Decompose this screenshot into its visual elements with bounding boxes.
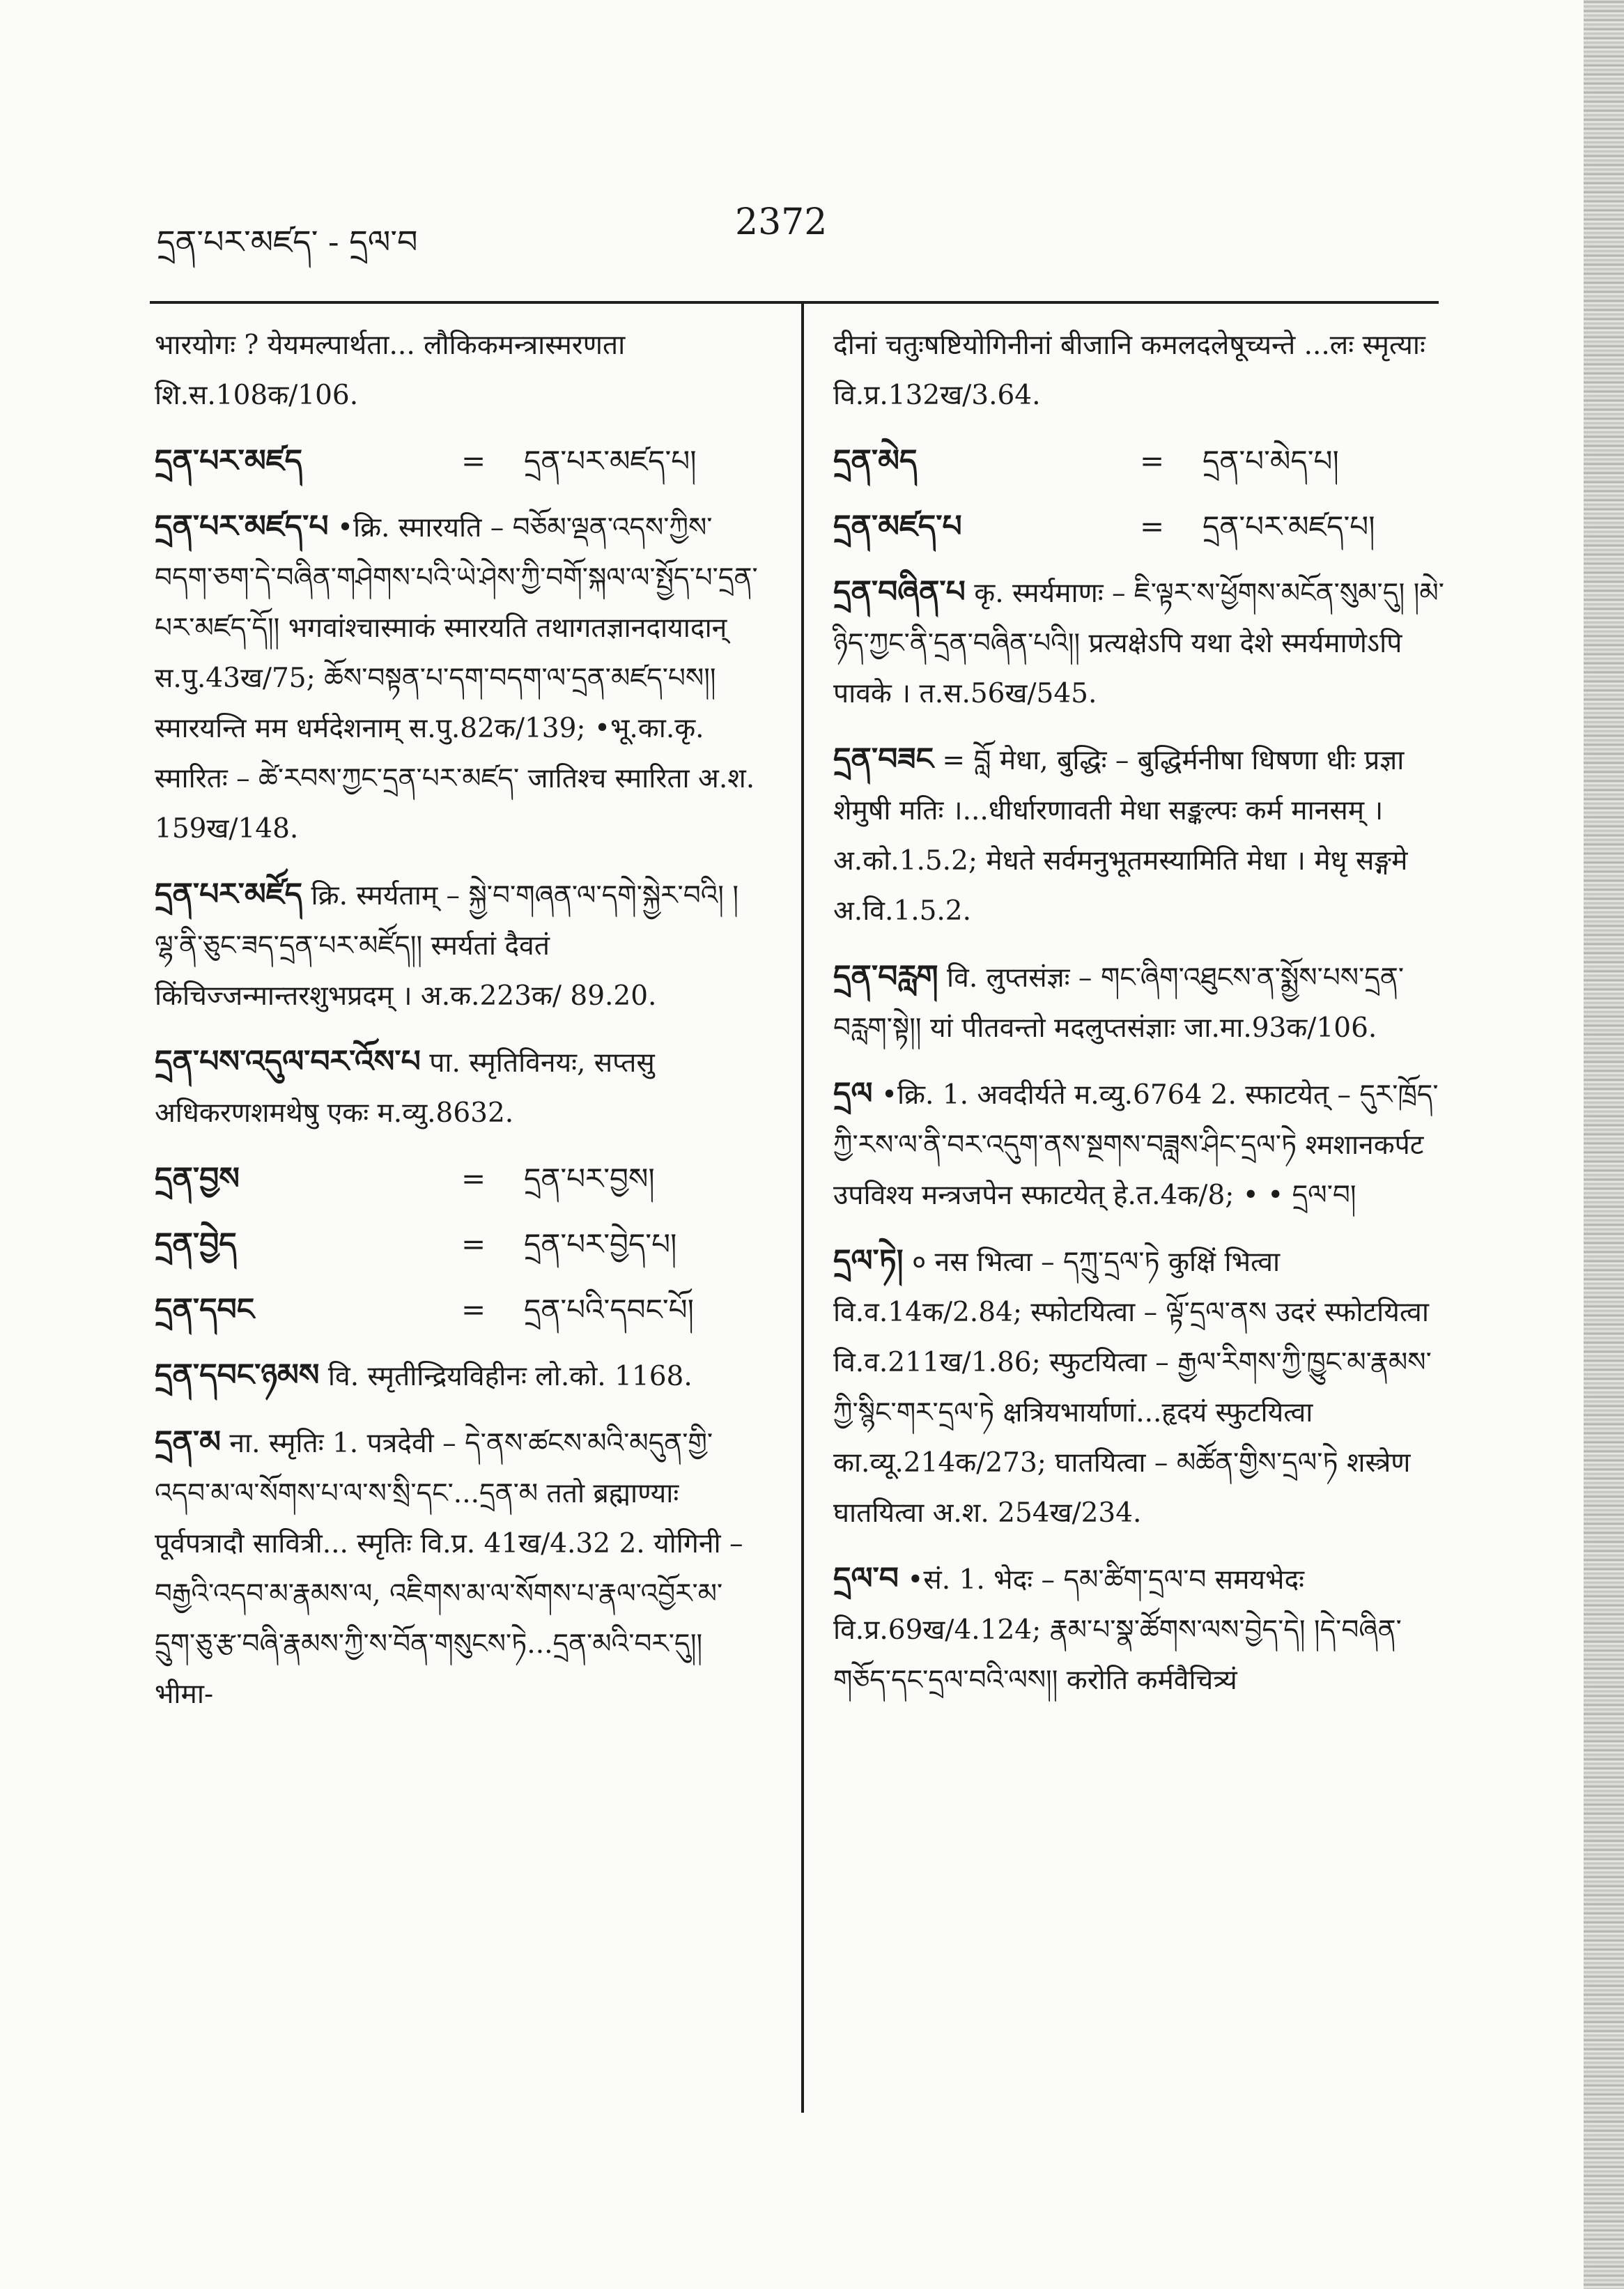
equals-sign: = — [1140, 509, 1165, 544]
dictionary-entry — [155, 1350, 761, 1402]
xref-target: དྲན་པའི་དབང་པོ། — [524, 1293, 694, 1327]
headword: དྲན་བཟང — [833, 741, 934, 777]
dictionary-entry — [155, 1037, 761, 1139]
headword: དྲན་བྱེད — [155, 1226, 237, 1262]
dictionary-entry — [155, 502, 761, 854]
dictionary-entry — [155, 1417, 761, 1720]
headword: དྲལ་བ — [833, 1561, 899, 1596]
xref-target: དྲན་པར་མཛད་པ། — [1202, 509, 1375, 544]
continued-text: दीनां चतुःषष्टियोगिनीनां बीजानि कमलदलेषूच्यन्ते ...लः स्मृत्याः वि.प्र.132ख/3.64. — [833, 330, 1425, 411]
entry-body: क्रि. स्मर्यताम् – སྐྱེ་བ་གཞན་ལ་དགེ་སྐྱེར་བའི། །ལྷ་ནི་ཅུང་ཟད་དྲན་པར་མཛོད།། स्मर्यतां दैवतं किंचिज्जन्मान्तरशुभप्रदम् । अ.क.223क/ 89.20. — [155, 880, 738, 1012]
dictionary-entry — [833, 1069, 1446, 1221]
headword: དྲན་བཞིན་པ — [833, 574, 966, 610]
scan-edge — [1584, 0, 1624, 2289]
headword: དྲན་བརླག — [833, 959, 938, 994]
entry-body: वि. स्मृतीन्द्रियविहीनः लो.को. 1168. — [327, 1361, 693, 1392]
page-number: 2372 — [735, 201, 828, 243]
entry-body: पा. स्मृतिविनयः, सप्तसु अधिकरणशमथेषु एकः म.व्यु.8632. — [155, 1047, 655, 1129]
headword: དྲན་མཛད་པ — [833, 509, 962, 544]
headword: དྲན་པས་འདུལ་བར་འོས་པ — [155, 1044, 421, 1079]
xref-entry — [155, 1154, 761, 1204]
xref-target: དྲན་པར་བྱས། — [524, 1162, 655, 1196]
headword: དྲལ — [833, 1076, 873, 1111]
headword: དྲན་མ — [155, 1424, 221, 1460]
entry-body: कृ. स्मर्यमाणः – ཇི་ལྟར་ས་ཕྱོགས་མངོན་སུམ་དུ། །མེ་ཉིད་ཀྱང་ནི་དྲན་བཞིན་པའི།། प्रत्यक्षेऽपि यथा देशे स्मर्यमाणेऽपि पावके । त.स.56ख/545. — [833, 578, 1444, 709]
xref-target: དྲན་པར་བྱེད་པ། — [524, 1227, 677, 1261]
dictionary-entry — [833, 952, 1446, 1054]
headword: དྲན་དབང་ཉམས — [155, 1357, 320, 1393]
xref-target: དྲན་པ་མེད་པ། — [1202, 444, 1339, 478]
dictionary-entry — [155, 870, 761, 1022]
equals-sign: = — [461, 1227, 486, 1261]
equals-sign: = — [461, 444, 486, 478]
xref-entry — [155, 1285, 761, 1335]
xref-entry — [155, 1219, 761, 1270]
xref-target: དྲན་པར་མཛད་པ། — [524, 444, 697, 478]
entry-body: •क्रि. 1. अवदीर्यते म.व्यु.6764 2. स्फाटयेत् – དུར་ཁྲོད་ཀྱི་རས་ལ་ནི་བར་འདུག་ནས་སྔགས་བཟླས་ཤིང་དྲལ་ཏེ श्मशानकर्पट उपविश्य मन्त्रजपेन स्फाटयेत् हे.त.4क/8; • • དྲལ་བ། — [833, 1079, 1439, 1211]
xref-entry — [833, 502, 1446, 552]
dictionary-entry — [833, 1236, 1446, 1539]
entry-body: ० नस भित्वा – དཀྲུ་དྲལ་ཏེ कुक्षिं भित्वा वि.व.14क/2.84; स्फोटयित्वा – ལྟོ་དྲལ་ནས उदरं स्फोटयित्वा वि.व.211ख/1.86; स्फुटयित्वा – རྒྱལ་རིགས་ཀྱི་ཁྱུང་མ་རྣམས་ཀྱི་སྙིང་གར་དྲལ་ཏེ क्षत्रियभार्याणां...हृदयं स्फुटयित्वा का.व्यू.214क/273; घातयित्वा – མཚོན་གྱིས་དྲལ་ཏེ शस्त्रेण घातयित्वा अ.श. 254ख/234. — [833, 1247, 1432, 1529]
continued-text: भारयोगः ? येयमल्पार्थता... लौकिकमन्त्रास्मरणता शि.स.108क/106. — [155, 330, 626, 411]
entry-body: = བློ मेधा, बुद्धिः – बुद्धिर्मनीषा धिषणा धीः प्रज्ञा शेमुषी मतिः ।...धीर्धारणावती मेधा सङ्कल्पः कर्म मानसम् । अ.को.1.5.2; मेधते सर्वमनुभूतमस्यामिति मेधा । मेधृ सङ्गमे अ.वि.1.5.2. — [833, 745, 1408, 927]
entry-body: वि. लुप्तसंज्ञः – གང་ཞིག་འཐུངས་ན་སྨྱོས་པས་དྲན་བརླག་སྟེ།། यां पीतवन्तो मदलुप्तसंज्ञाः जा.मा.93क/106. — [833, 962, 1405, 1044]
equals-sign: = — [461, 1162, 486, 1196]
right-column — [833, 321, 1446, 1721]
column-divider — [801, 301, 804, 2113]
running-title: དྲན་པར་མཛད་ - དྲལ་བ — [157, 223, 418, 261]
headword: དྲན་པར་མཛད་པ — [155, 509, 329, 544]
xref-entry — [155, 436, 761, 486]
headword: དྲན་པར་མཛོད — [155, 877, 303, 912]
headword: དྲན་དབང — [155, 1292, 255, 1327]
dictionary-entry — [833, 567, 1446, 719]
left-column — [155, 321, 761, 1735]
equals-sign: = — [461, 1293, 486, 1327]
page-header — [157, 199, 1439, 261]
header-rule — [150, 301, 1439, 304]
equals-sign: = — [1140, 444, 1165, 478]
headword: དྲལ་ཏེ། — [833, 1243, 904, 1279]
dictionary-entry — [833, 734, 1446, 937]
entry-body: •क्रि. स्मारयति – བཅོམ་ལྡན་འདས་ཀྱིས་བདག་ཅག་དེ་བཞིན་གཤེགས་པའི་ཡེ་ཤེས་ཀྱི་བགོ་སྐལ་ལ་སྤྱོད་པ་དྲན་པར་མཛད་དོ།། भगवांश्चास्माकं स्मारयति तथागतज्ञानदायादान् स.पु.43ख/75; ཆོས་བསྟན་པ་དག་བདག་ལ་དྲན་མཛད་པས།། स्मारयन्ति मम धर्मदेशनाम् स.पु.82क/139; •भू.का.कृ. स्मारितः – ཚེ་རབས་ཀྱང་དྲན་པར་མཛད་ जातिश्च स्मारिता अ.श. 159ख/148. — [155, 512, 758, 845]
headword: དྲན་མེད — [833, 443, 918, 479]
xref-entry — [833, 436, 1446, 486]
dictionary-entry — [833, 1554, 1446, 1706]
headword: དྲན་བྱས — [155, 1161, 240, 1196]
headword: དྲན་པར་མཛད — [155, 443, 303, 479]
entry-body: •सं. 1. भेदः – དམ་ཚིག་དྲལ་བ समयभेदः वि.प्र.69ख/4.124; རྣམ་པ་སྣ་ཚོགས་ལས་བྱེད་དེ། །དེ་བཞིན་གཅོད་དང་དྲལ་བའི་ལས།། करोति कर्मवैचित्र्यं — [833, 1564, 1402, 1696]
entry-body: ना. स्मृतिः 1. पत्रदेवी – དེ་ནས་ཚངས་མའི་མདུན་གྱི་འདབ་མ་ལ་སོགས་པ་ལ་ས་སྲི་དང་...དྲན་མ ततो ब्रह्माण्याः पूर्वपत्रादौ सावित्री... स्मृतिः वि.प्र. 41ख/4.32 2. योगिनी – བརྒྱའི་འདབ་མ་རྣམས་ལ, འཇིགས་མ་ལ་སོགས་པ་རྣལ་འབྱོར་མ་དྲུག་ཅུ་རྩ་བཞི་རྣམས་ཀྱི་ས་བོན་གསུངས་ཏེ...དྲན་མའི་བར་དུ།། भीमा- — [155, 1428, 743, 1710]
